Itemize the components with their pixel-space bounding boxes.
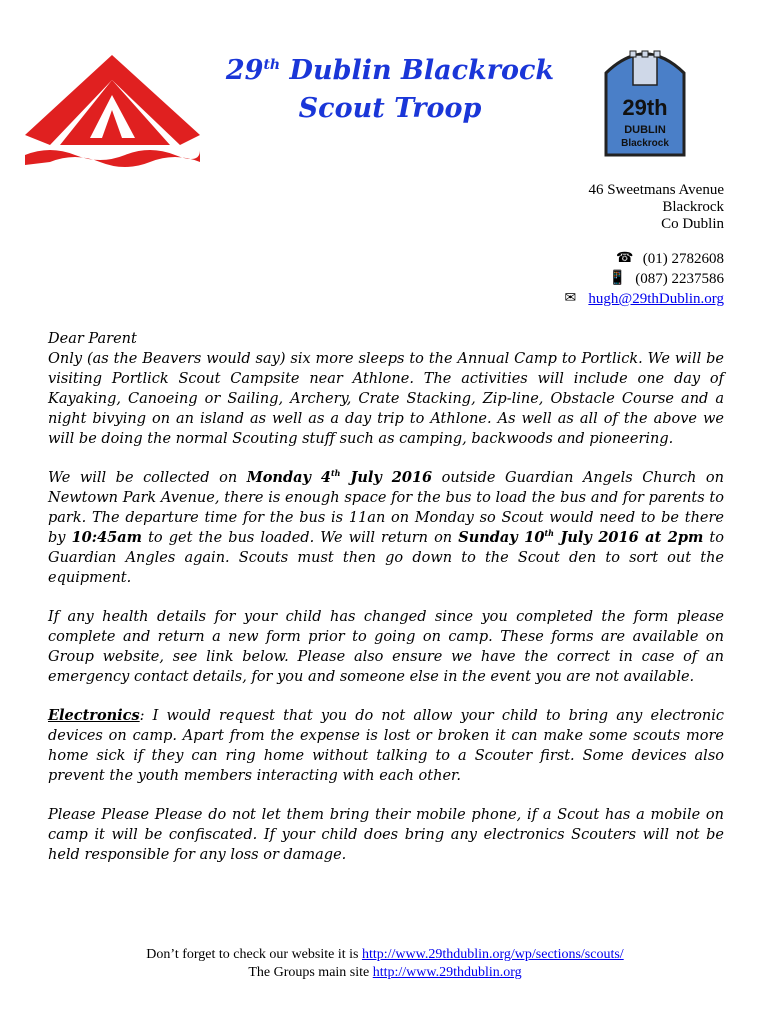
scout-tent-logo <box>20 50 205 170</box>
mobile-number: (087) 2237586 <box>635 271 724 287</box>
scouts-section-link[interactable]: http://www.29thdublin.org/wp/sections/scouts/ <box>361 947 624 962</box>
arrival-time: 10:45am <box>71 529 143 546</box>
letter-body <box>48 329 724 884</box>
departure-date: Monday 4th July 2016 <box>246 468 433 486</box>
title-line-1: 29th Dublin Blackrock <box>225 55 555 86</box>
phone-row <box>560 249 724 269</box>
contact-details <box>560 249 724 309</box>
address-line-1: 46 Sweetmans Avenue <box>588 182 724 198</box>
group-main-site-link[interactable]: http://www.29thdublin.org <box>372 965 522 980</box>
address-line-3: Co Dublin <box>661 216 724 232</box>
paragraph-mobile-phones: Please Please Please do not let them bring their mobile phone, if a Scout has a mobile on camp it will be confiscated. If your child does bring any electronics Scouters will not be held responsible for any loss or damage. <box>48 807 724 863</box>
badge-blackrock: Blackrock <box>621 138 669 149</box>
sender-address <box>588 182 724 233</box>
footer-line-1: Don’t forget to check our website it is http://www.29thdublin.org/wp/sections/scouts/ <box>146 947 624 962</box>
mobile-row <box>560 269 724 289</box>
telephone-icon: ☎ <box>616 251 634 266</box>
footer-line-2: The Groups main site http://www.29thdublin.org <box>248 965 522 980</box>
title-line-2: Scout Troop <box>298 93 482 124</box>
greeting: Dear Parent <box>48 331 137 347</box>
email-link[interactable]: hugh@29thDublin.org <box>588 291 724 307</box>
troop-title <box>205 52 575 128</box>
badge-number: 29th <box>622 95 668 120</box>
paragraph-travel-details: We will be collected on Monday 4th July 2016 outside Guardian Angels Church on Newtown Park Avenue, there is enough space for the bus to load the bus and for parents to park. The departure time for the bus is 11an on Monday so Scout would need to be there by 10:45am to get the bus loaded. We will return on Sunday 10th July 2016 at 2pm to Guardian Angles again. Scouts must then go down to the Scout den to sort out the equipment. <box>48 468 724 586</box>
mobile-phone-icon: 📱 <box>608 271 626 286</box>
envelope-icon: ✉ <box>564 291 577 306</box>
email-row <box>560 289 724 309</box>
badge-dublin: DUBLIN <box>624 124 666 136</box>
footer <box>0 946 770 982</box>
paragraph-electronics: Electronics: I would request that you do not allow your child to bring any electronic devices on camp. Apart from the expense is lost or broken it can make some scouts more home sick if they can ring home without talking to a Scouter first. Some devices also prevent the youth members interacting with each other. <box>48 707 724 784</box>
address-line-2: Blackrock <box>662 199 724 215</box>
troop-badge <box>600 43 690 163</box>
electronics-label: Electronics <box>48 707 140 724</box>
paragraph-health-details: If any health details for your child has changed since you completed the form please complete and return a new form prior to going on camp. These forms are available on Group website, see link below. Please also ensure we have the correct in case of an emergency contact details, for you and someone else in the event you are not available. <box>48 609 724 685</box>
return-date: Sunday 10th July 2016 at 2pm <box>458 528 704 546</box>
paragraph-camp-intro: Only (as the Beavers would say) six more sleeps to the Annual Camp to Portlick. We will be visiting Portlick Scout Campsite near Athlone. The activities will include one day of Kayaking, Canoeing or Sailing, Archery, Crate Stacking, Zip-line, Obstacle Course and a night bivying on an island as well as a day trip to Athlone. As well as all of the above we will be doing the normal Scouting stuff such as camping, backwoods and pioneering. <box>48 351 724 447</box>
phone-number: (01) 2782608 <box>642 251 724 267</box>
